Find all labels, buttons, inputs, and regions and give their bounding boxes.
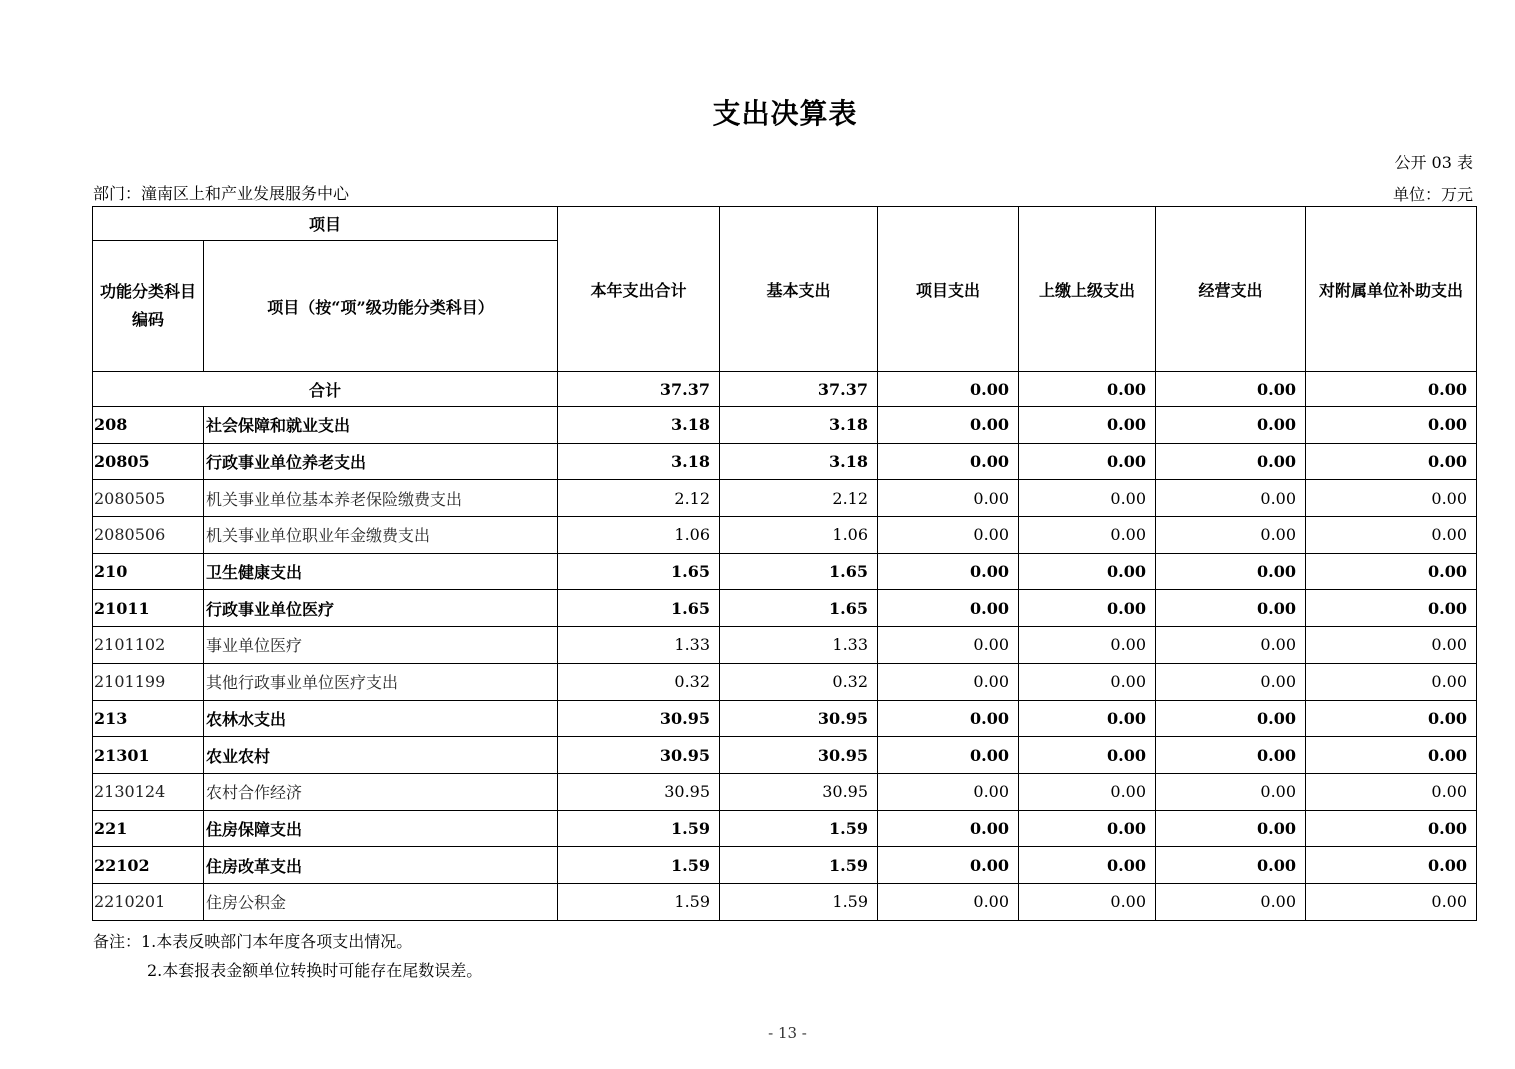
row-value: 0.00: [1019, 847, 1156, 884]
header-subsidy: 对附属单位补助支出: [1306, 207, 1477, 372]
row-name: 社会保障和就业支出: [204, 407, 558, 444]
row-value: 0.00: [878, 700, 1019, 737]
row-value: 1.59: [558, 883, 720, 920]
row-value: 1.06: [720, 517, 878, 554]
row-value: 0.00: [1156, 627, 1306, 664]
row-value: 1.59: [720, 810, 878, 847]
table-row: [93, 480, 1477, 517]
row-value: 0.00: [1156, 883, 1306, 920]
row-name: 农业农村: [204, 737, 558, 774]
header-total: 本年支出合计: [558, 207, 720, 372]
row-value: 0.00: [878, 810, 1019, 847]
row-value: 1.59: [558, 810, 720, 847]
row-name: 机关事业单位职业年金缴费支出: [204, 517, 558, 554]
row-value: 0.00: [1156, 663, 1306, 700]
total-cell: 0.00: [1306, 372, 1477, 407]
row-value: 0.00: [1019, 737, 1156, 774]
row-value: 3.18: [720, 443, 878, 480]
row-value: 30.95: [558, 700, 720, 737]
row-value: 0.00: [1156, 810, 1306, 847]
row-value: 0.00: [1156, 847, 1306, 884]
row-value: 0.00: [1156, 737, 1306, 774]
row-value: 0.00: [1306, 773, 1477, 810]
row-code: 20805: [93, 443, 204, 480]
row-value: 0.00: [1306, 517, 1477, 554]
row-value: 1.65: [558, 590, 720, 627]
row-value: 1.06: [558, 517, 720, 554]
header-upper-level: 上缴上级支出: [1019, 207, 1156, 372]
row-name: 农村合作经济: [204, 773, 558, 810]
row-value: 0.00: [878, 773, 1019, 810]
table-row: [93, 737, 1477, 774]
row-code: 21011: [93, 590, 204, 627]
row-code: 210: [93, 553, 204, 590]
total-label: 合计: [93, 372, 558, 407]
row-value: 0.00: [1019, 627, 1156, 664]
page-number: - 13 -: [768, 1024, 807, 1042]
row-value: 3.18: [558, 443, 720, 480]
row-value: 1.59: [720, 847, 878, 884]
row-value: 0.00: [1019, 407, 1156, 444]
total-cell: 0.00: [878, 372, 1019, 407]
table-row: [93, 883, 1477, 920]
row-code: 2080505: [93, 480, 204, 517]
row-name: 住房公积金: [204, 883, 558, 920]
row-code: 2101102: [93, 627, 204, 664]
row-name: 事业单位医疗: [204, 627, 558, 664]
row-code: 2130124: [93, 773, 204, 810]
row-value: 1.33: [558, 627, 720, 664]
row-value: 0.00: [1156, 443, 1306, 480]
row-code: 2080506: [93, 517, 204, 554]
row-value: 30.95: [558, 737, 720, 774]
unit-label: 单位：万元: [1392, 185, 1473, 204]
row-value: 2.12: [720, 480, 878, 517]
row-value: 0.00: [1019, 773, 1156, 810]
row-value: 0.00: [878, 737, 1019, 774]
row-value: 3.18: [720, 407, 878, 444]
row-value: 0.00: [878, 517, 1019, 554]
note-line-2: 2.本套报表金额单位转换时可能存在尾数误差。: [147, 961, 483, 980]
row-value: 0.00: [1306, 443, 1477, 480]
row-value: 0.00: [878, 480, 1019, 517]
row-code: 2101199: [93, 663, 204, 700]
row-value: 0.00: [1306, 627, 1477, 664]
row-value: 0.00: [878, 663, 1019, 700]
row-value: 0.00: [1156, 407, 1306, 444]
table-row: [93, 517, 1477, 554]
page-title: 支出决算表: [712, 97, 858, 130]
header-project: 项目: [93, 207, 558, 241]
row-value: 3.18: [558, 407, 720, 444]
row-value: 0.00: [1306, 663, 1477, 700]
expenditure-table: [92, 206, 1477, 921]
row-code: 22102: [93, 847, 204, 884]
row-value: 0.00: [1306, 590, 1477, 627]
table-row: [93, 407, 1477, 444]
row-value: 1.33: [720, 627, 878, 664]
row-value: 0.00: [1156, 590, 1306, 627]
row-value: 0.00: [1156, 517, 1306, 554]
row-value: 0.00: [1306, 480, 1477, 517]
row-name: 卫生健康支出: [204, 553, 558, 590]
table-row: [93, 810, 1477, 847]
table-row: [93, 773, 1477, 810]
row-code: 221: [93, 810, 204, 847]
row-name: 住房改革支出: [204, 847, 558, 884]
row-name: 行政事业单位医疗: [204, 590, 558, 627]
row-value: 0.00: [1019, 700, 1156, 737]
row-value: 0.00: [878, 443, 1019, 480]
row-value: 0.00: [1019, 480, 1156, 517]
notes: [93, 927, 482, 985]
total-cell: 37.37: [720, 372, 878, 407]
header-project-expense: 项目支出: [878, 207, 1019, 372]
row-value: 1.65: [720, 590, 878, 627]
table-row: [93, 553, 1477, 590]
row-code: 21301: [93, 737, 204, 774]
form-number: 公开 03 表: [1394, 153, 1473, 172]
row-value: 0.00: [1019, 810, 1156, 847]
row-value: 2.12: [558, 480, 720, 517]
total-cell: 0.00: [1156, 372, 1306, 407]
row-value: 30.95: [720, 773, 878, 810]
table-row: [93, 443, 1477, 480]
table-row: [93, 590, 1477, 627]
department-label: 部门：潼南区上和产业发展服务中心: [93, 184, 350, 203]
row-value: 0.00: [1306, 847, 1477, 884]
row-value: 0.00: [1306, 810, 1477, 847]
row-name: 机关事业单位基本养老保险缴费支出: [204, 480, 558, 517]
row-name: 农林水支出: [204, 700, 558, 737]
table-row: [93, 627, 1477, 664]
row-value: 0.00: [1306, 700, 1477, 737]
row-code: 2210201: [93, 883, 204, 920]
row-value: 1.59: [720, 883, 878, 920]
row-value: 1.59: [558, 847, 720, 884]
total-cell: 0.00: [1019, 372, 1156, 407]
row-value: 0.32: [558, 663, 720, 700]
header-basic: 基本支出: [720, 207, 878, 372]
row-value: 30.95: [720, 737, 878, 774]
row-code: 208: [93, 407, 204, 444]
row-value: 0.00: [1306, 737, 1477, 774]
row-value: 0.00: [878, 553, 1019, 590]
row-value: 0.00: [1306, 883, 1477, 920]
row-value: 0.00: [878, 407, 1019, 444]
header-name: 项目（按“项”级功能分类科目）: [204, 241, 558, 372]
header-business: 经营支出: [1156, 207, 1306, 372]
row-value: 0.00: [878, 883, 1019, 920]
row-value: 0.00: [1019, 883, 1156, 920]
row-value: 0.00: [878, 590, 1019, 627]
row-value: 1.65: [720, 553, 878, 590]
table-row: [93, 700, 1477, 737]
row-value: 0.00: [1306, 407, 1477, 444]
row-value: 0.00: [1306, 553, 1477, 590]
row-value: 30.95: [558, 773, 720, 810]
row-value: 0.00: [878, 627, 1019, 664]
table-row: [93, 663, 1477, 700]
row-value: 0.32: [720, 663, 878, 700]
row-value: 30.95: [720, 700, 878, 737]
row-value: 0.00: [1019, 517, 1156, 554]
header-code: 功能分类科目编码: [93, 241, 204, 372]
row-name: 行政事业单位养老支出: [204, 443, 558, 480]
row-value: 0.00: [1156, 480, 1306, 517]
row-value: 0.00: [1019, 443, 1156, 480]
row-value: 0.00: [1019, 663, 1156, 700]
total-cell: 37.37: [558, 372, 720, 407]
row-value: 0.00: [1019, 553, 1156, 590]
total-row: [93, 372, 1477, 407]
row-value: 0.00: [1019, 590, 1156, 627]
note-line-1: 备注：1.本表反映部门本年度各项支出情况。: [93, 932, 413, 951]
row-name: 其他行政事业单位医疗支出: [204, 663, 558, 700]
row-value: 0.00: [1156, 700, 1306, 737]
row-value: 1.65: [558, 553, 720, 590]
row-code: 213: [93, 700, 204, 737]
row-value: 0.00: [1156, 553, 1306, 590]
row-name: 住房保障支出: [204, 810, 558, 847]
row-value: 0.00: [1156, 773, 1306, 810]
table-row: [93, 847, 1477, 884]
row-value: 0.00: [878, 847, 1019, 884]
